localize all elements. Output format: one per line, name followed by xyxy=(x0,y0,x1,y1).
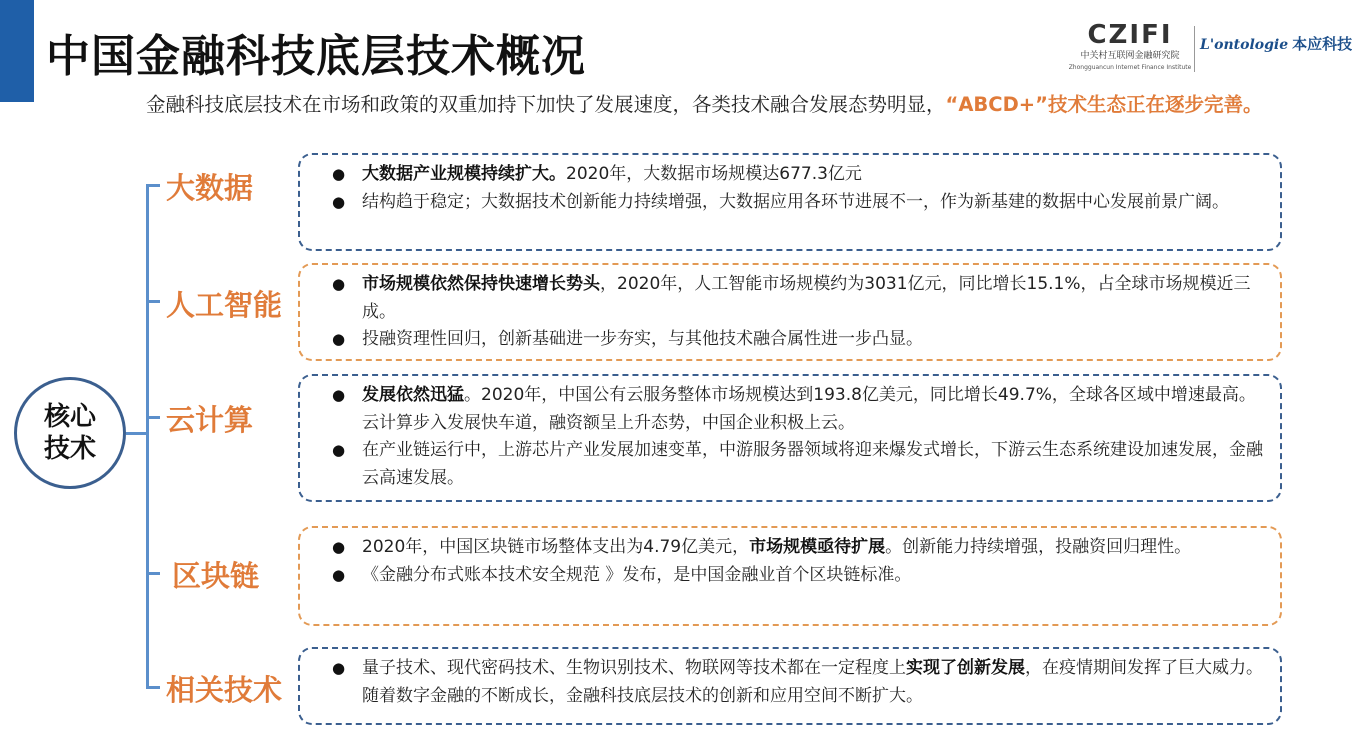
czifi-logo-mark: CZIFI xyxy=(1087,20,1173,50)
section-label-ai: 人工智能 xyxy=(166,288,283,322)
item-text: 《金融分布式账本技术安全规范 》发布，是中国金融业首个区块链标准。 xyxy=(362,564,912,585)
bullet-icon: ● xyxy=(332,659,346,677)
list-item xyxy=(330,271,1270,326)
bullet-icon: ● xyxy=(332,275,346,293)
branch-connector xyxy=(146,300,160,303)
branch-connector xyxy=(146,184,160,187)
section-card-big-data xyxy=(298,153,1282,251)
item-text: 。创新能力持续增强，投融资回归理性。 xyxy=(885,537,1192,557)
section-card-blockchain xyxy=(298,526,1282,626)
list-item xyxy=(330,189,1270,217)
item-text: 在产业链运行中，上游芯片产业发展加速变革，中游服务器领域将迎来爆发式增长，下游云生态系统建设加速发展，金融云高速发展。 xyxy=(362,440,1263,488)
item-bold-text: 市场规模依然保持快速增长势头 xyxy=(362,274,600,294)
section-card-cloud xyxy=(298,374,1282,502)
title-accent-bar xyxy=(0,0,34,102)
item-text: 2020年，大数据市场规模达677.3亿元 xyxy=(566,164,862,184)
section-label-cloud: 云计算 xyxy=(166,403,254,437)
czifi-logo-cn: 中关村互联网金融研究院 xyxy=(1080,51,1180,61)
item-text: 量子技术、现代密码技术、生物识别技术、物联网等技术都在一定程度上 xyxy=(362,658,906,678)
lontologie-logo xyxy=(1200,33,1352,61)
branch-connector xyxy=(146,416,160,419)
lontologie-logo-cn: 本应科技 xyxy=(1292,35,1352,53)
branch-connector xyxy=(146,572,160,575)
core-technology-label: 核心技术 xyxy=(43,402,96,464)
branch-connector xyxy=(146,686,160,689)
bullet-icon: ● xyxy=(332,538,346,556)
list-item xyxy=(330,562,1270,590)
section-card-ai xyxy=(298,263,1282,361)
list-item xyxy=(330,655,1270,710)
item-text: 结构趋于稳定；大数据技术创新能力持续增强，大数据应用各环节进展不一，作为新基建的数据中心发展前景广阔。 xyxy=(362,191,1229,212)
intro-text: 金融科技底层技术在市场和政策的双重加持下加快了发展速度，各类技术融合发展态势明显， xyxy=(146,93,946,116)
bullet-icon: ● xyxy=(332,565,346,584)
list-item xyxy=(330,326,1270,354)
logo-divider xyxy=(1194,26,1195,72)
lontologie-logo-latin: L'ontologie xyxy=(1200,37,1289,53)
item-text: ，2020年，人工智能市场规模约为3031亿元，同比增长15.1%，占全球市场规模近三成。 xyxy=(362,274,1251,322)
list-item xyxy=(330,382,1270,437)
czifi-logo xyxy=(1068,20,1192,80)
section-label-blockchain: 区块链 xyxy=(172,559,260,593)
intro-paragraph xyxy=(146,92,1271,118)
bullet-icon: ● xyxy=(332,386,346,404)
bullet-icon: ● xyxy=(332,192,346,211)
bullet-icon: ● xyxy=(332,441,346,459)
item-bold-text: 发展依然迅猛 xyxy=(362,385,464,405)
intro-highlight: “ABCD+”技术生态正在逐步完善。 xyxy=(945,93,1263,116)
tree-trunk xyxy=(146,184,149,688)
bullet-icon: ● xyxy=(332,330,346,348)
section-card-related-tech xyxy=(298,647,1282,725)
tree-join xyxy=(126,432,147,435)
item-text: 。2020年，中国公有云服务整体市场规模达到193.8亿美元，同比增长49.7%，全球各区域中增速最高。云计算步入发展快车道，融资额呈上升态势，中国企业积极上云。 xyxy=(362,385,1256,433)
list-item xyxy=(330,534,1270,562)
page-title: 中国金融科技底层技术概况 xyxy=(46,31,586,82)
item-text: ，在疫情期间发挥了巨大威力。随着数字金融的不断成长，金融科技底层技术的创新和应用空间不断扩大。 xyxy=(362,658,1263,706)
item-text: 2020年，中国区块链市场整体支出为4.79亿美元， xyxy=(362,537,750,557)
item-bold-text: 市场规模亟待扩展 xyxy=(749,537,886,557)
item-bold-text: 大数据产业规模持续扩大。 xyxy=(362,164,566,184)
list-item xyxy=(330,161,1270,189)
czifi-logo-en: Zhongguancun Internet Finance Institute xyxy=(1068,64,1192,71)
section-label-related-tech: 相关技术 xyxy=(166,673,283,707)
section-label-big-data: 大数据 xyxy=(166,171,254,205)
bullet-icon: ● xyxy=(332,165,346,183)
list-item xyxy=(330,437,1270,492)
item-text: 投融资理性回归，创新基础进一步夯实，与其他技术融合属性进一步凸显。 xyxy=(362,329,923,349)
core-technology-circle xyxy=(14,377,126,489)
item-bold-text: 实现了创新发展 xyxy=(906,658,1025,678)
